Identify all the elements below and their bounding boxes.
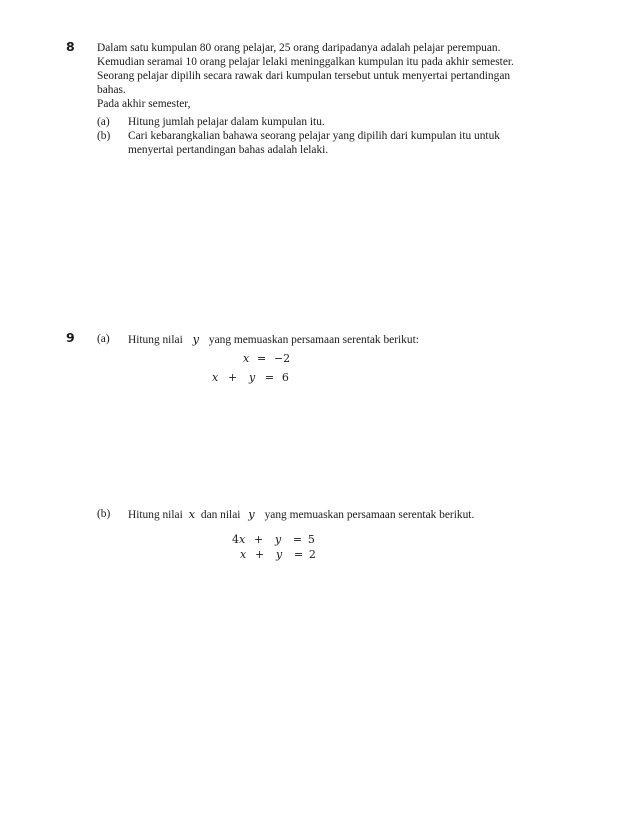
eq-operator: = <box>264 371 275 384</box>
eq-operator: = <box>292 533 303 546</box>
q8-part-a-label: (a) <box>97 116 110 128</box>
q9-part-a-prompt <box>128 332 419 347</box>
eq-rhs: −2 <box>273 352 291 365</box>
q9-b-variable-y: y <box>248 507 255 521</box>
eq-plus: + <box>254 548 265 561</box>
eq-term: x <box>243 352 250 365</box>
eq-term: y <box>274 533 282 546</box>
q8-intro-line-2: Kemudian seramai 10 orang pelajar lelaki meninggalkan kumpulan itu pada akhir semester. <box>97 56 514 68</box>
q9-b-text-1: Hitung nilai <box>128 509 183 521</box>
q9-b-equation-2 <box>240 548 316 562</box>
q9-b-variable-x: x <box>188 507 196 521</box>
q8-part-b-text-line-1: Cari kebarangkalian bahawa seorang pelajar yang dipilih dari kumpulan itu untuk <box>128 130 500 142</box>
q8-intro-line-5: Pada akhir semester, <box>97 98 191 110</box>
eq-plus: + <box>227 371 238 384</box>
eq-term: y <box>248 371 256 384</box>
q9-a-variable-y: y <box>192 332 200 346</box>
eq-rhs: 5 <box>307 533 315 546</box>
q9-a-equation-2 <box>212 371 289 385</box>
question-8-number: 8 <box>66 39 75 54</box>
q9-part-b-prompt <box>128 507 474 522</box>
eq-rhs: 2 <box>308 548 316 561</box>
eq-coefficient: 4 <box>232 533 239 546</box>
q8-part-b-label: (b) <box>97 130 111 142</box>
q9-a-text-after: yang memuaskan persamaan serentak berikut: <box>208 334 419 346</box>
eq-term: x <box>239 533 246 546</box>
eq-rhs: 6 <box>281 371 289 384</box>
q8-intro-line-3: Seorang pelajar dipilih secara rawak dari kumpulan tersebut untuk menyertai pertandingan <box>97 70 511 82</box>
eq-operator: = <box>293 548 304 561</box>
eq-plus: + <box>253 533 264 546</box>
q8-intro-line-4: bahas. <box>97 84 126 96</box>
eq-term: x <box>212 371 219 384</box>
q9-part-b-label: (b) <box>97 508 111 520</box>
q9-a-equation-1 <box>243 352 290 366</box>
question-9-number: 9 <box>66 330 75 345</box>
q9-b-equation-1 <box>232 533 315 547</box>
eq-term: x <box>240 548 247 561</box>
eq-term: y <box>275 548 283 561</box>
q9-part-a-label: (a) <box>97 333 110 345</box>
q9-b-text-3: yang memuaskan persamaan serentak berikut. <box>264 509 475 521</box>
eq-operator: = <box>256 352 267 365</box>
q9-a-text-before: Hitung nilai <box>128 334 183 346</box>
q8-part-a-text: Hitung jumlah pelajar dalam kumpulan itu. <box>128 116 325 128</box>
q8-intro-line-1: Dalam satu kumpulan 80 orang pelajar, 25 orang daripadanya adalah pelajar perempuan. <box>97 42 501 54</box>
q8-part-b-text-line-2: menyertai pertandingan bahas adalah lelaki. <box>128 144 329 156</box>
q9-b-text-2: dan nilai <box>200 509 241 521</box>
